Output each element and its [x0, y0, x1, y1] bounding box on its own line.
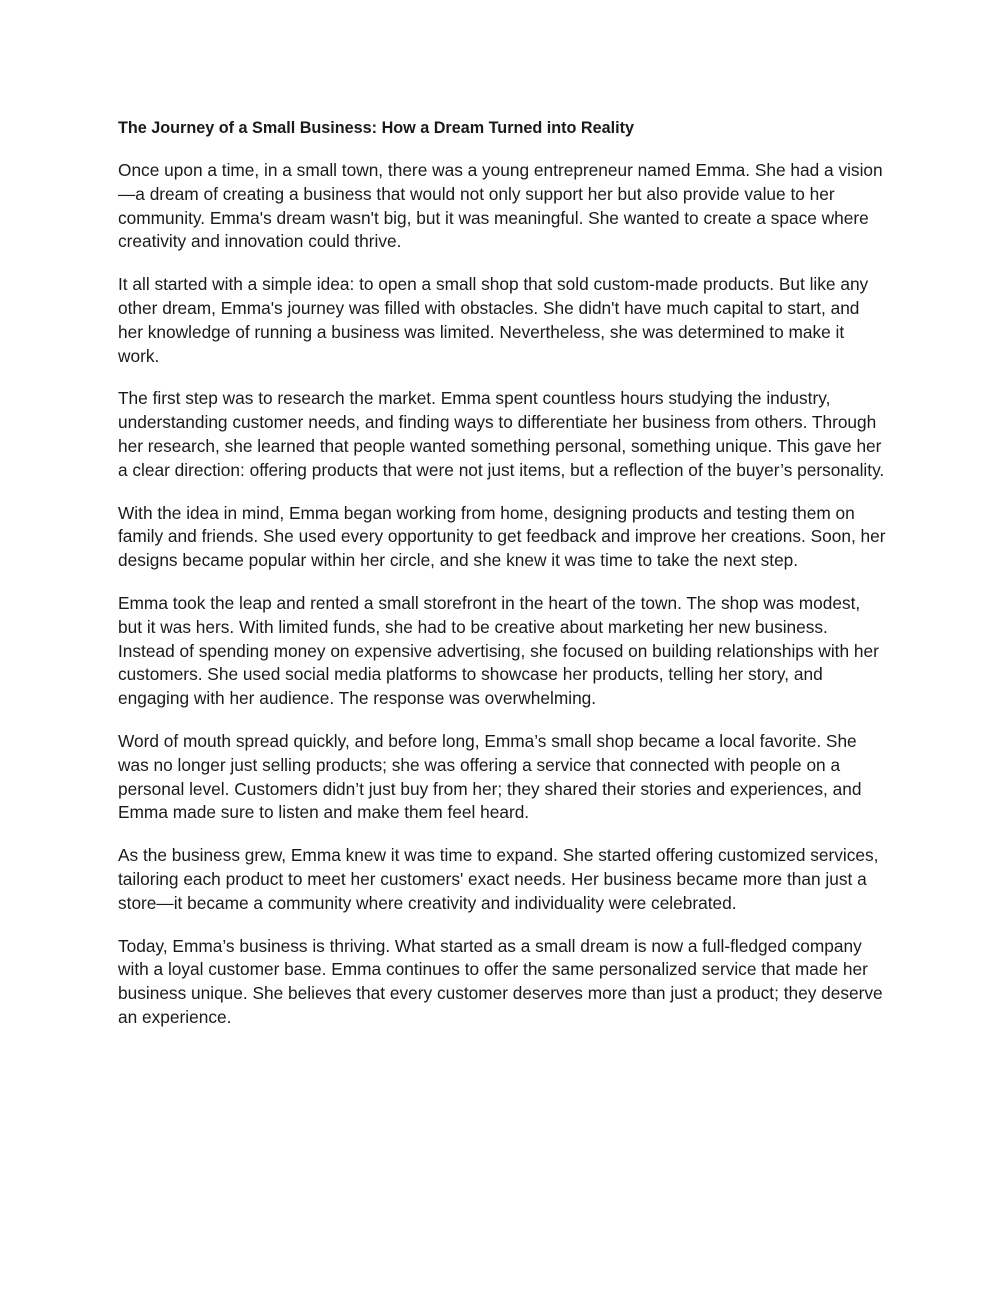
paragraph: With the idea in mind, Emma began working from home, designing products and testing them on family and friends. She used every opportunity to get feedback and improve her creations. Soon, her designs became popular within her circle, and she knew it was time to take the next step.	[118, 502, 886, 571]
paragraph: Word of mouth spread quickly, and before long, Emma’s small shop became a local favorite. She was no longer just selling products; she was offering a service that connected with people on a personal level. Customers didn’t just buy from her; they shared their stories and experiences, and Emma made sure to listen and make them feel heard.	[118, 730, 862, 823]
paragraph: Today, Emma’s business is thriving. What started as a small dream is now a full-fledged company with a loyal customer base. Emma continues to offer the same personalized service that made her business unique. She believes that every customer deserves more than just a product; they deserve an experience.	[118, 935, 883, 1027]
paragraph: As the business grew, Emma knew it was time to expand. She started offering customized services, tailoring each product to meet her customers' exact needs. Her business became more than just a store—it became a community where creativity and individuality were celebrated.	[118, 845, 879, 913]
paragraph: The first step was to research the market. Emma spent countless hours studying the industry, understanding customer needs, and finding ways to differentiate her business from others. Through her research, she learned that people wanted something personal, something unique. This gave her a clear direction: offering products that were not just items, but a reflection of the buyer’s personality.	[118, 388, 885, 480]
document-body	[118, 116, 888, 1049]
paragraph: Emma took the leap and rented a small storefront in the heart of the town. The shop was modest, but it was hers. With limited funds, she had to be creative about marketing her new business. Instead of spending money on expensive advertising, she focused on building relationships with her customers. She used social media platforms to showcase her products, telling her story, and engaging with her audience. The response was overwhelming.	[118, 592, 879, 709]
document-title: The Journey of a Small Business: How a Dream Turned into Reality	[118, 119, 635, 137]
paragraph: Once upon a time, in a small town, there was a young entrepreneur named Emma. She had a vision—a dream of creating a business that would not only support her but also provide value to her community. Emma's dream wasn't big, but it was meaningful. She wanted to create a space where creativity and innovation could thrive.	[118, 160, 883, 252]
paragraph: It all started with a simple idea: to open a small shop that sold custom-made products. But like any other dream, Emma's journey was filled with obstacles. She didn't have much capital to start, and her knowledge of running a business was limited. Nevertheless, she was determined to make it work.	[118, 274, 869, 366]
